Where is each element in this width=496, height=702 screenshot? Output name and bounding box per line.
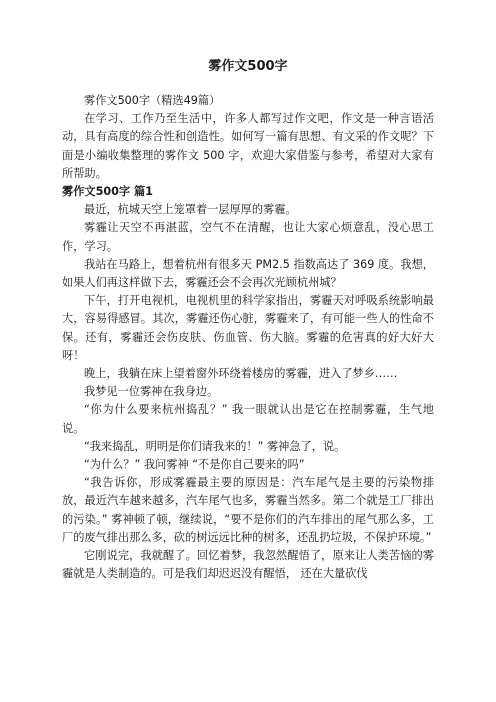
document-page <box>62 58 434 583</box>
body-paragraph: “我来捣乱，明明是你们请我来的！” 雾神急了，说。 <box>84 439 346 453</box>
body-paragraph: 我站在马路上，想着杭州有很多天 PM2.5 指数高达了 369 度。我想，如果人们再这样做下去，雾霾还会不会再次光顾杭州城？ <box>62 257 434 290</box>
intro-paragraph: 在学习、工作乃至生活中，许多人都写过作文吧，作文是一种言语活动，具有高度的综合性和创造性。如何写一篇有思想、有文采的作文呢？下面是小编收集整理的雾作文 500 字，欢迎大家借鉴与参考，希望对大家有所帮助。 <box>62 112 434 180</box>
document-title: 雾作文500字 <box>208 59 288 74</box>
body-paragraph: 晚上，我躺在床上望着窗外环绕着楼房的雾霾，进入了梦乡…… <box>84 367 398 381</box>
body-paragraph: 最近，杭城天空上笼罩着一层厚厚的雾霾。 <box>84 203 297 217</box>
body-paragraph: 下午，打开电视机，电视机里的科学家指出，雾霾天对呼吸系统影响最大，容易得感冒。其次，雾霾还伤心脏，雾霾来了，有可能一些人的性命不保。还有，雾霾还会伤皮肤、伤血管、伤大脑。雾霾的危害真的好大好大呀！ <box>62 294 434 362</box>
body-paragraph: “我告诉你，形成雾霾最主要的原因是：汽车尾气是主要的污染物排放，最近汽车越来越多，汽车尾气也多，雾霾当然多。第二个就是工厂排出的污染。” 雾神顿了顿，继续说，“要不是你们的汽车排出的尾气那么多，工厂的废气排出那么多，砍的树远远比种的树多，还乱扔垃圾，不保护环境。” <box>62 476 434 544</box>
body-paragraph: 它刚说完，我就醒了。回忆着梦，我忽然醒悟了，原来让人类苦恼的雾霾就是人类制造的。可是我们却迟迟没有醒悟， 还在大量砍伐 <box>62 549 434 581</box>
body-paragraph: 我梦见一位雾神在我身边。 <box>84 385 219 399</box>
body-paragraph: “为什么？” 我问雾神 “不是你自己要来的吗” <box>84 458 305 472</box>
section-heading: 雾作文500字 篇1 <box>62 185 153 199</box>
intro-subtitle: 雾作文500字（精选49篇） <box>84 94 221 107</box>
body-paragraph: “你为什么要来杭州捣乱？” 我一眼就认出是它在控制雾霾，生气地说。 <box>62 403 434 435</box>
body-paragraph: 雾霾让天空不再湛蓝，空气不在清醒，也让大家心烦意乱，没心思工作，学习。 <box>62 221 434 253</box>
